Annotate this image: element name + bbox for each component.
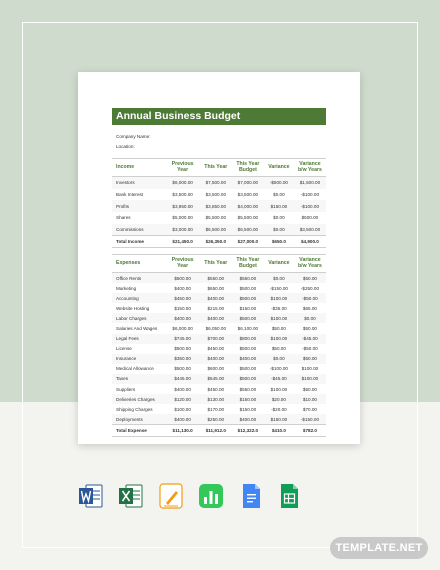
- income-item-label: Bank Interest: [116, 192, 144, 198]
- expenses-value-cell: $500.00: [232, 313, 264, 323]
- income-value-cell: $3,500.00: [172, 192, 193, 198]
- expenses-header-row: [112, 255, 326, 273]
- income-value-cell: $3,850.00: [200, 200, 232, 212]
- income-value-cell: $6,000.00: [166, 177, 200, 189]
- income-value-cell: $5,500.00: [205, 215, 226, 221]
- expenses-value-cell: $550.00: [200, 273, 232, 284]
- expenses-value-cell: $70.00: [302, 406, 317, 412]
- expenses-value-cell: $130.00: [200, 394, 232, 404]
- income-value-cell: $5,000.00: [172, 215, 193, 221]
- google-docs-icon[interactable]: [238, 482, 264, 510]
- expenses-value-cell: -$250.00: [300, 285, 319, 291]
- total-cell: $11,130.0: [166, 425, 200, 436]
- income-item-label: Profits: [112, 200, 166, 212]
- expenses-value-cell: $100.00: [294, 374, 326, 384]
- expenses-value-cell: $745.00: [166, 334, 200, 344]
- expenses-value-cell: -$45.00: [294, 334, 326, 344]
- income-value-cell: $7,500.00: [200, 177, 232, 189]
- expenses-value-cell: $150.00: [239, 406, 257, 412]
- income-value-cell: $0.00: [264, 224, 294, 236]
- income-value-cell: $150.00: [264, 200, 294, 212]
- income-header-cell: Income: [112, 159, 166, 177]
- pages-icon[interactable]: [158, 482, 184, 510]
- expenses-value-cell: $600.00: [207, 366, 225, 372]
- expenses-value-cell: -$50.00: [302, 346, 318, 352]
- expenses-value-cell: $500.00: [174, 346, 191, 352]
- expenses-value-cell: -$150.00: [269, 285, 288, 291]
- expenses-value-cell: $6,100.00: [237, 326, 259, 332]
- expenses-table: [112, 254, 326, 437]
- expenses-value-cell: $400.00: [232, 414, 264, 425]
- expenses-value-cell: $170.00: [207, 406, 225, 412]
- expenses-value-cell: $700.00: [200, 334, 232, 344]
- income-value-cell: $3,500.00: [237, 192, 259, 198]
- expenses-item-label: Office Rents: [112, 273, 166, 284]
- expenses-value-cell: $550.00: [232, 273, 264, 284]
- expenses-value-cell: $100.00: [301, 366, 319, 372]
- total-cell: Total Expense: [112, 425, 166, 436]
- expenses-value-cell: $215.00: [207, 305, 225, 311]
- expenses-item-label: Accounting: [112, 293, 166, 303]
- income-value-cell: $3,500.00: [205, 192, 226, 198]
- total-cell: $12,322.0: [232, 425, 264, 436]
- expenses-value-cell: $100.00: [264, 293, 294, 303]
- expenses-row: [112, 394, 326, 404]
- expenses-value-cell: $445.00: [166, 374, 200, 384]
- total-cell: $11,912.0: [200, 425, 232, 436]
- income-value-cell: $6,500.00: [200, 224, 232, 236]
- income-value-cell: $500.00: [301, 215, 319, 221]
- expenses-value-cell: $50.00: [271, 346, 286, 352]
- expenses-row: [112, 313, 326, 323]
- expenses-row: [112, 404, 326, 414]
- income-row: [112, 189, 326, 201]
- expenses-value-cell: -$150.00: [294, 414, 326, 425]
- expenses-value-cell: $50.00: [302, 386, 317, 392]
- budget-document: [78, 72, 360, 444]
- expenses-header-cell: Variance: [264, 255, 294, 273]
- expenses-value-cell: $120.00: [166, 394, 200, 404]
- expenses-value-cell: $450.00: [166, 293, 200, 303]
- expenses-value-cell: $350.00: [166, 354, 200, 364]
- expenses-value-cell: $50.00: [271, 326, 286, 332]
- income-value-cell: $7,000.00: [232, 177, 264, 189]
- expenses-item-label: Marketing: [116, 285, 137, 291]
- income-value-cell: $0.00: [273, 192, 285, 198]
- expenses-value-cell: $0.00: [264, 273, 294, 284]
- expenses-value-cell: $50.00: [302, 326, 317, 332]
- expenses-value-cell: $20.00: [264, 394, 294, 404]
- expenses-item-label: Deployments: [112, 414, 166, 425]
- expenses-header-cell: This Year Budget: [232, 255, 264, 273]
- expenses-value-cell: $550.00: [239, 386, 257, 392]
- income-value-cell: $3,000.00: [166, 224, 200, 236]
- expenses-header-cell: This Year: [200, 255, 232, 273]
- expenses-item-label: Suppliers: [116, 386, 136, 392]
- total-cell: $26,350.0: [200, 236, 232, 248]
- income-header-cell: Variance: [264, 159, 294, 177]
- expenses-value-cell: $650.00: [207, 285, 225, 291]
- expenses-value-cell: $250.00: [200, 414, 232, 425]
- expenses-value-cell: $400.00: [200, 313, 232, 323]
- expenses-item-label: License: [116, 346, 132, 352]
- income-item-label: Commissions: [112, 224, 166, 236]
- expenses-value-cell: $545.00: [200, 374, 232, 384]
- expenses-value-cell: $65.00: [302, 305, 317, 311]
- expenses-value-cell: $500.00: [239, 366, 257, 372]
- income-table: [112, 158, 326, 248]
- expenses-value-cell: $400.00: [200, 293, 232, 303]
- expenses-value-cell: $800.00: [232, 334, 264, 344]
- income-value-cell: $6,500.00: [232, 224, 264, 236]
- total-cell: $27,000.0: [232, 236, 264, 248]
- expenses-value-cell: $500.00: [232, 293, 264, 303]
- expenses-header-cell: Previous Year: [166, 255, 200, 273]
- expenses-value-cell: $400.00: [232, 354, 264, 364]
- expenses-item-label: Taxes: [112, 374, 166, 384]
- expenses-row: [112, 303, 326, 313]
- expenses-value-cell: $150.00: [264, 414, 294, 425]
- expenses-value-cell: $500.00: [166, 273, 200, 284]
- expenses-value-cell: $100.00: [264, 334, 294, 344]
- income-value-cell: $3,500.00: [294, 224, 326, 236]
- expenses-row: [112, 323, 326, 333]
- income-total-row: [112, 236, 326, 248]
- expenses-item-label: Insurance: [112, 354, 166, 364]
- expenses-row: [112, 334, 326, 344]
- expenses-header-cell: Expenses: [112, 255, 166, 273]
- expenses-value-cell: $500.00: [239, 285, 257, 291]
- expenses-value-cell: $100.00: [174, 406, 191, 412]
- company-name-label: Company Name:: [116, 134, 151, 139]
- word-icon[interactable]: [78, 482, 104, 510]
- income-header-cell: Variance b/w Years: [294, 159, 326, 177]
- expenses-value-cell: $500.00: [174, 366, 191, 372]
- income-rows: [112, 177, 326, 236]
- expenses-row: [112, 364, 326, 374]
- expenses-row: [112, 273, 326, 284]
- expenses-item-label: Website Hosting: [116, 305, 150, 311]
- income-row: [112, 212, 326, 224]
- expenses-rows: [112, 273, 326, 425]
- total-cell: $782.0: [294, 425, 326, 436]
- expenses-value-cell: $400.00: [166, 313, 200, 323]
- income-value-cell: $0.00: [273, 215, 285, 221]
- income-header-cell: This Year: [200, 159, 232, 177]
- total-cell: $4,900.0: [294, 236, 326, 248]
- income-header-cell: This Year Budget: [232, 159, 264, 177]
- expenses-row: [112, 344, 326, 354]
- expenses-value-cell: $50.00: [294, 354, 326, 364]
- expenses-item-label: Medical Allowance: [116, 366, 154, 372]
- expenses-value-cell: -$35.00: [271, 305, 287, 311]
- expenses-value-cell: $6,000.00: [172, 326, 193, 332]
- income-row: [112, 200, 326, 212]
- expenses-value-cell: $450.00: [207, 386, 225, 392]
- expenses-row: [112, 374, 326, 384]
- expenses-value-cell: $400.00: [174, 285, 191, 291]
- income-value-cell: $4,000.00: [232, 200, 264, 212]
- google-sheets-icon[interactable]: [276, 482, 302, 510]
- expenses-value-cell: $100.00: [264, 313, 294, 323]
- income-value-cell: -$500.00: [264, 177, 294, 189]
- location-label: Location:: [116, 144, 135, 149]
- expenses-value-cell: $50.00: [294, 273, 326, 284]
- expenses-value-cell: $400.00: [166, 414, 200, 425]
- expenses-row: [112, 293, 326, 303]
- expenses-item-label: Labor Charges: [112, 313, 166, 323]
- expenses-row: [112, 384, 326, 394]
- expenses-item-label: Shipping Charges: [116, 406, 153, 412]
- income-row: [112, 224, 326, 236]
- income-value-cell: -$100.00: [294, 200, 326, 212]
- total-cell: Total Income: [112, 236, 166, 248]
- income-value-cell: $3,950.00: [166, 200, 200, 212]
- expenses-value-cell: $0.00: [294, 313, 326, 323]
- numbers-icon[interactable]: [198, 482, 224, 510]
- expenses-value-cell: $10.00: [294, 394, 326, 404]
- income-row: [112, 177, 326, 189]
- expenses-value-cell: $400.00: [200, 354, 232, 364]
- expenses-value-cell: $150.00: [239, 305, 257, 311]
- expenses-value-cell: $450.00: [207, 346, 225, 352]
- expenses-header-cell: Variance b/w Years: [294, 255, 326, 273]
- income-value-cell: -$100.00: [300, 192, 319, 198]
- expenses-value-cell: -$50.00: [294, 293, 326, 303]
- expenses-value-cell: $150.00: [174, 305, 191, 311]
- expenses-value-cell: $400.00: [174, 386, 191, 392]
- income-value-cell: $1,500.00: [294, 177, 326, 189]
- expenses-value-cell: -$45.00: [264, 374, 294, 384]
- income-header-cell: Previous Year: [166, 159, 200, 177]
- expenses-value-cell: $150.00: [232, 394, 264, 404]
- total-cell: $410.0: [264, 425, 294, 436]
- excel-icon[interactable]: [118, 482, 144, 510]
- expenses-row: [112, 354, 326, 364]
- template-net-logo[interactable]: TEMPLATE.NET: [330, 537, 428, 559]
- app-icon-row: [0, 482, 440, 512]
- income-item-label: Shares: [116, 215, 131, 221]
- income-item-label: Investors: [112, 177, 166, 189]
- expenses-value-cell: $6,050.00: [205, 326, 226, 332]
- income-value-cell: $5,500.00: [237, 215, 259, 221]
- expenses-item-label: Legal Fees: [112, 334, 166, 344]
- expenses-value-cell: -$100.00: [269, 366, 288, 372]
- document-title: Annual Business Budget: [112, 108, 326, 125]
- expenses-value-cell: -$20.00: [271, 406, 287, 412]
- expenses-value-cell: $100.00: [270, 386, 288, 392]
- expenses-row: [112, 414, 326, 425]
- expenses-value-cell: $500.00: [232, 374, 264, 384]
- total-cell: $21,450.0: [166, 236, 200, 248]
- expenses-row: [112, 283, 326, 293]
- income-header-row: [112, 159, 326, 177]
- expenses-total-row: [112, 425, 326, 436]
- expenses-value-cell: $500.00: [239, 346, 257, 352]
- expenses-item-label: Salaries And Wages: [116, 326, 158, 332]
- total-cell: $650.0: [264, 236, 294, 248]
- expenses-item-label: Deliveries Charges: [112, 394, 166, 404]
- expenses-value-cell: $0.00: [264, 354, 294, 364]
